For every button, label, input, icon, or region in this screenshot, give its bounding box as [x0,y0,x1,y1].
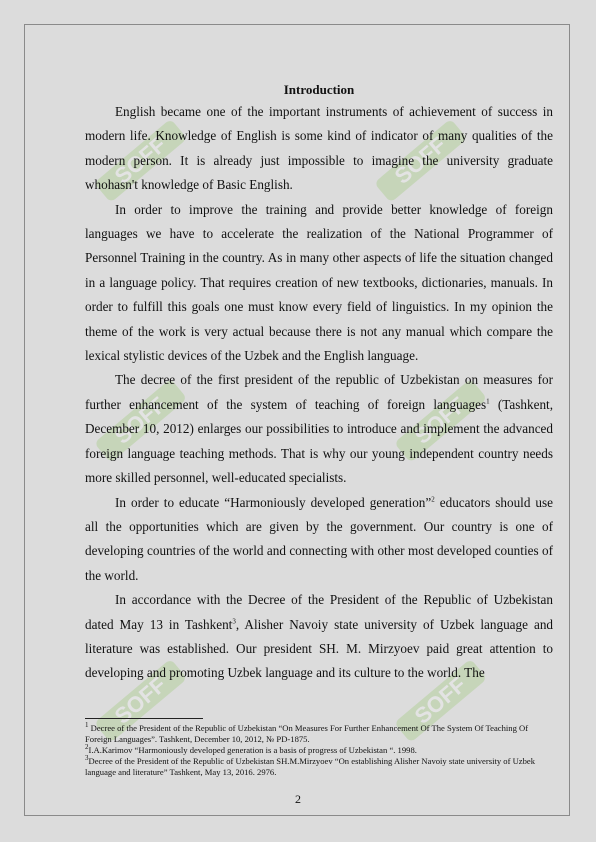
watermark-text: SOFF [109,671,171,729]
document-body [85,80,553,686]
paragraph: English became one of the important instruments of achievement of success in modern life. Knowledge of English is some kind of indicator of many qualities of the modern person. It is already just impossible to imagine the university graduate whohasn't knowledge of Basic English. [85,104,553,193]
watermark-text: SOFF [409,391,471,449]
footnote [85,756,553,778]
footnote-number: 2 [85,743,89,752]
footnote-divider [85,718,203,719]
paragraph-text: In order to educate “Harmoniously developed generation” [115,494,432,510]
page-number: 2 [295,792,301,806]
paragraph [85,491,553,589]
paragraph: In order to improve the training and provide better knowledge of foreign languages we have to accelerate the realization of the National Programmer of Personnel Training in the country. As in many other aspects of life the situation changed in a language policy. That requires creation of new textbooks, dictionaries, manuals. In order to fulfill this goals one must know every field of linguistics. In my opinion the theme of the work is very actual because there is not any manual which compare the lexical stylistic devices of the Uzbek and the English language. [85,201,553,364]
paragraph-text: educators should use all the opportunities which are given by the government. Our country is one of developing countries of the world and connecting with other most developed counties of the world. [85,494,554,583]
page-title: Introduction [283,82,355,97]
footnote-text: Decree of the President of the Republic of Uzbekistan “On Measures For Further Enhancement Of The System Of Teaching Of Foreign Languages”. Tashkent, December 10, 2012, № PD-1875. [85,723,529,744]
footnotes [85,723,553,778]
paragraph [85,368,553,490]
paragraph-text: The decree of the first president of the republic of Uzbekistan on measures for further enhancement of the system of teaching of foreign languages [85,372,553,412]
footnote-text: I.A.Karimov “Harmoniously developed generation is a basis of progress of Uzbekistan “. 1998. [88,745,417,755]
watermark-text: SOFF [409,671,471,729]
footnote-reference[interactable]: 2 [431,495,435,504]
paragraph-text: , Alisher Navoiy state university of Uzbek language and literature was established. Our president SH. M. Mirzyoev paid great attention to developing and promoting Uzbek language and its culture to the world. The [85,616,554,681]
paragraph [85,588,553,686]
footnote-number: 3 [85,754,89,763]
watermark-text: SOFF [109,131,171,189]
footnote [85,745,553,756]
paragraph-text: In accordance with the Decree of the President of the Republic of Uzbekistan dated May 13 in Tashkent [85,592,553,632]
watermark-text: SOFF [389,131,451,189]
footnote-reference[interactable]: 1 [486,397,490,406]
paragraph-text: (Tashkent, December 10, 2012) enlarges our possibilities to introduce and implement the advanced foreign language teaching methods. That is why our young independent country needs more skilled personnel, well-educated specialists. [85,396,554,486]
footnote-reference[interactable]: 3 [232,617,236,626]
footnote-text: Decree of the President of the Republic of Uzbekistan SH.M.Mirzyoev “On establishing Alisher Navoiy state university of Uzbek language and literature” Tashkent, May 13, 2016. 2976. [85,756,536,777]
footnote [85,723,553,745]
watermark-text: SOFF [109,391,171,449]
footnote-number: 1 [85,721,89,730]
